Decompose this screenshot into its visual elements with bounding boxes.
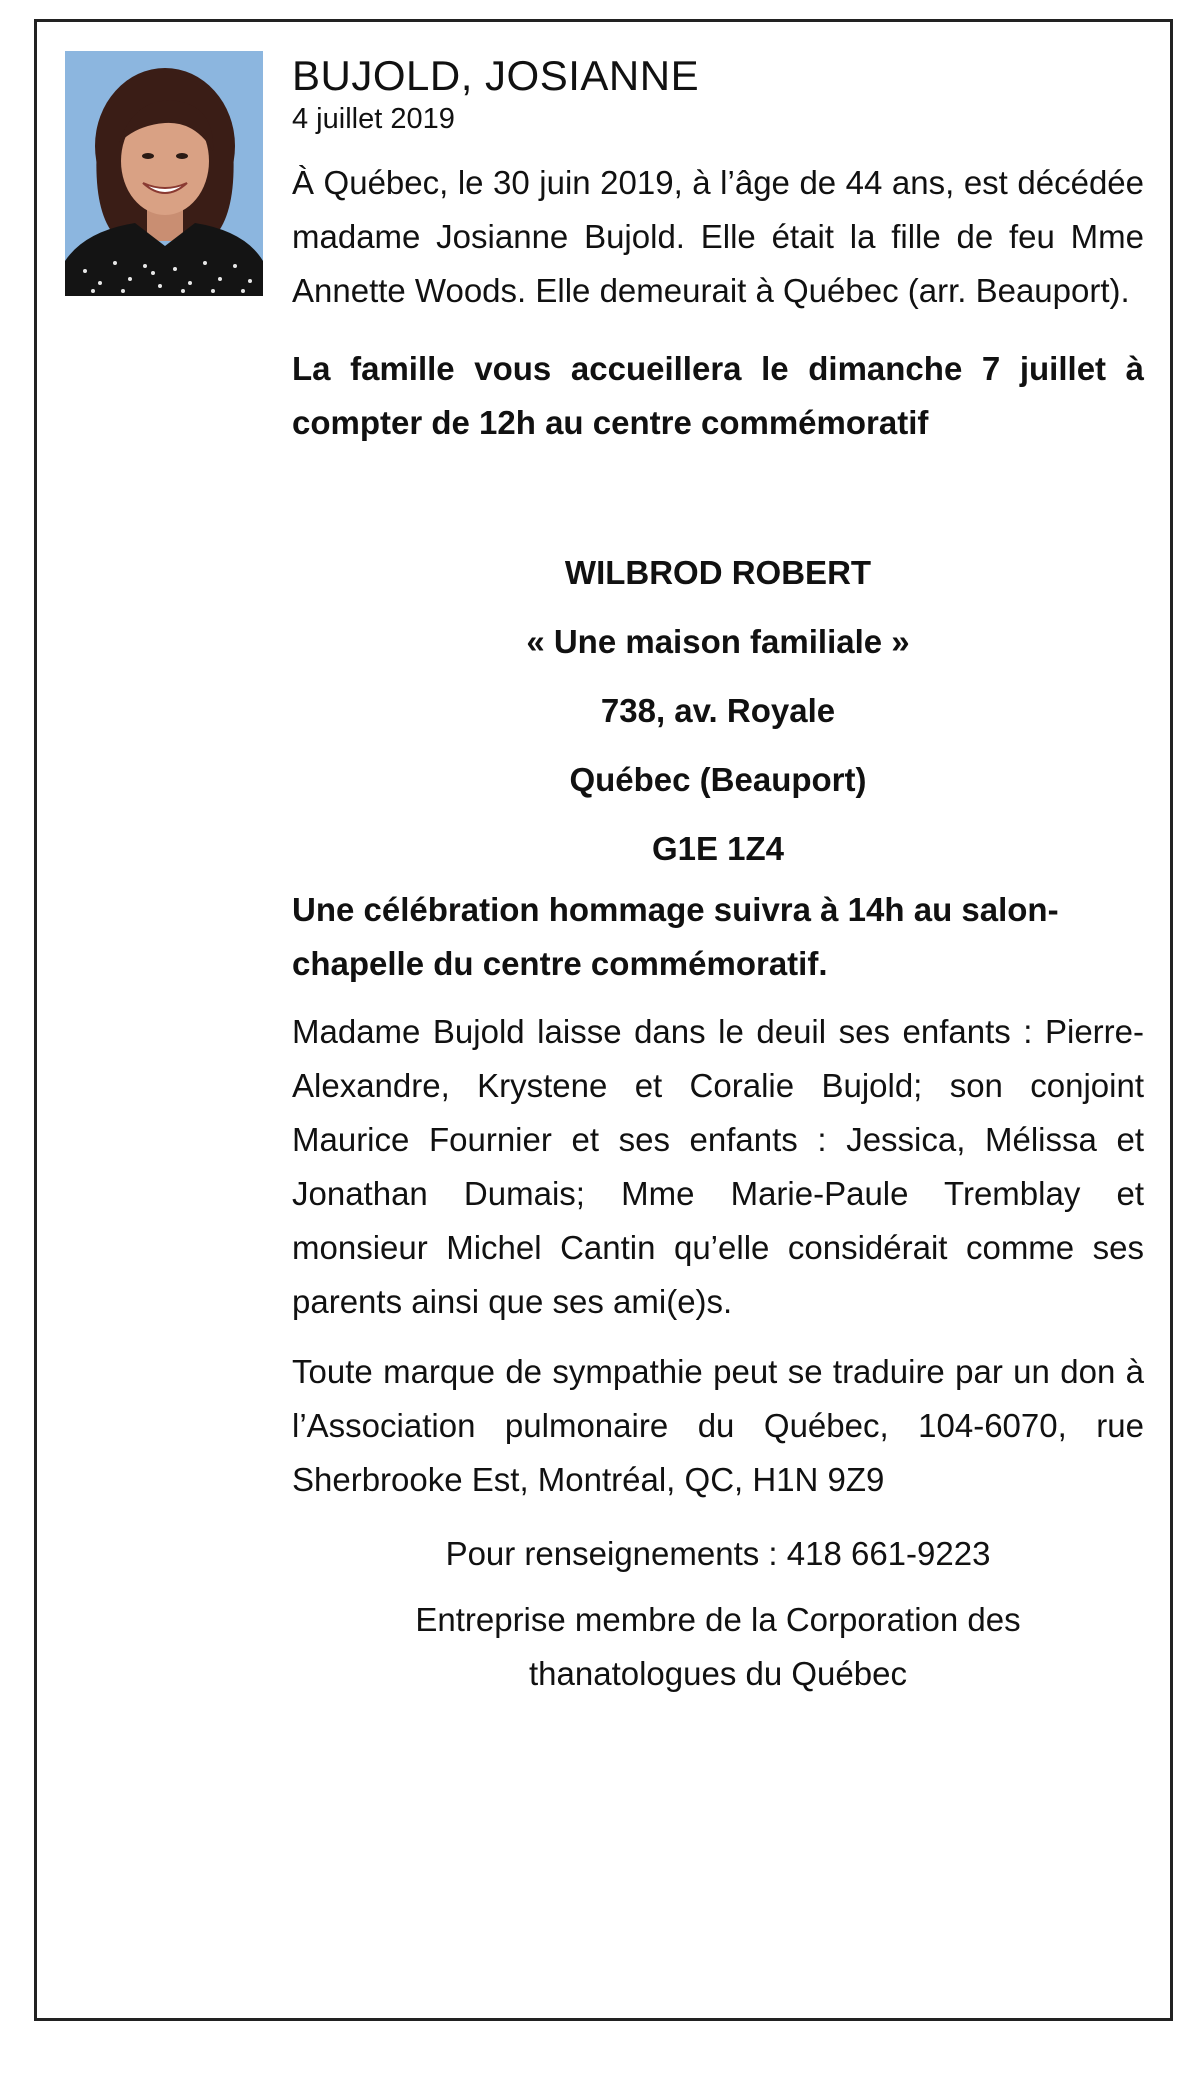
- donation-paragraph: Toute marque de sympathie peut se traduire par un don à l’Association pulmonaire du Québec, 104-6070, rue Sherbrooke Est, Montréal, QC, H1N 9Z9: [292, 1353, 1144, 1498]
- notice-content: [292, 50, 1144, 1701]
- membership-line: Entreprise membre de la Corporation des thanatologues du Québec: [415, 1601, 1021, 1692]
- funeral-home-postal: G1E 1Z4: [651, 830, 785, 867]
- ceremony-paragraph: Une célébration hommage suivra à 14h au salon-chapelle du centre commémoratif.: [292, 891, 1059, 982]
- info-line: Pour renseignements : 418 661-9223: [445, 1535, 991, 1572]
- portrait-photo: [65, 51, 263, 296]
- funeral-home-block: [292, 538, 1144, 883]
- funeral-home-street: 738, av. Royale: [600, 692, 836, 729]
- visitation-paragraph: La famille vous accueillera le dimanche 7 juillet à compter de 12h au centre commémoratif: [292, 350, 1144, 441]
- deceased-name: BUJOLD, JOSIANNE: [292, 52, 700, 99]
- funeral-home-city: Québec (Beauport): [569, 761, 867, 798]
- intro-paragraph: À Québec, le 30 juin 2019, à l’âge de 44 ans, est décédée madame Josianne Bujold. Elle était la fille de feu Mme Annette Woods. Elle demeurait à Québec (arr. Beauport).: [292, 164, 1144, 309]
- funeral-home-name: WILBROD ROBERT: [564, 554, 872, 591]
- publication-date: 4 juillet 2019: [292, 103, 455, 135]
- funeral-home-tagline: « Une maison familiale »: [526, 623, 910, 660]
- survivors-paragraph: Madame Bujold laisse dans le deuil ses enfants : Pierre-Alexandre, Krystene et Coralie Bujold; son conjoint Maurice Fournier et ses enfants : Jessica, Mélissa et Jonathan Dumais; Mme Marie-Paule Tremblay et monsieur Michel Cantin qu’elle considérait comme ses parents ainsi que ses ami(e)s.: [292, 1013, 1144, 1320]
